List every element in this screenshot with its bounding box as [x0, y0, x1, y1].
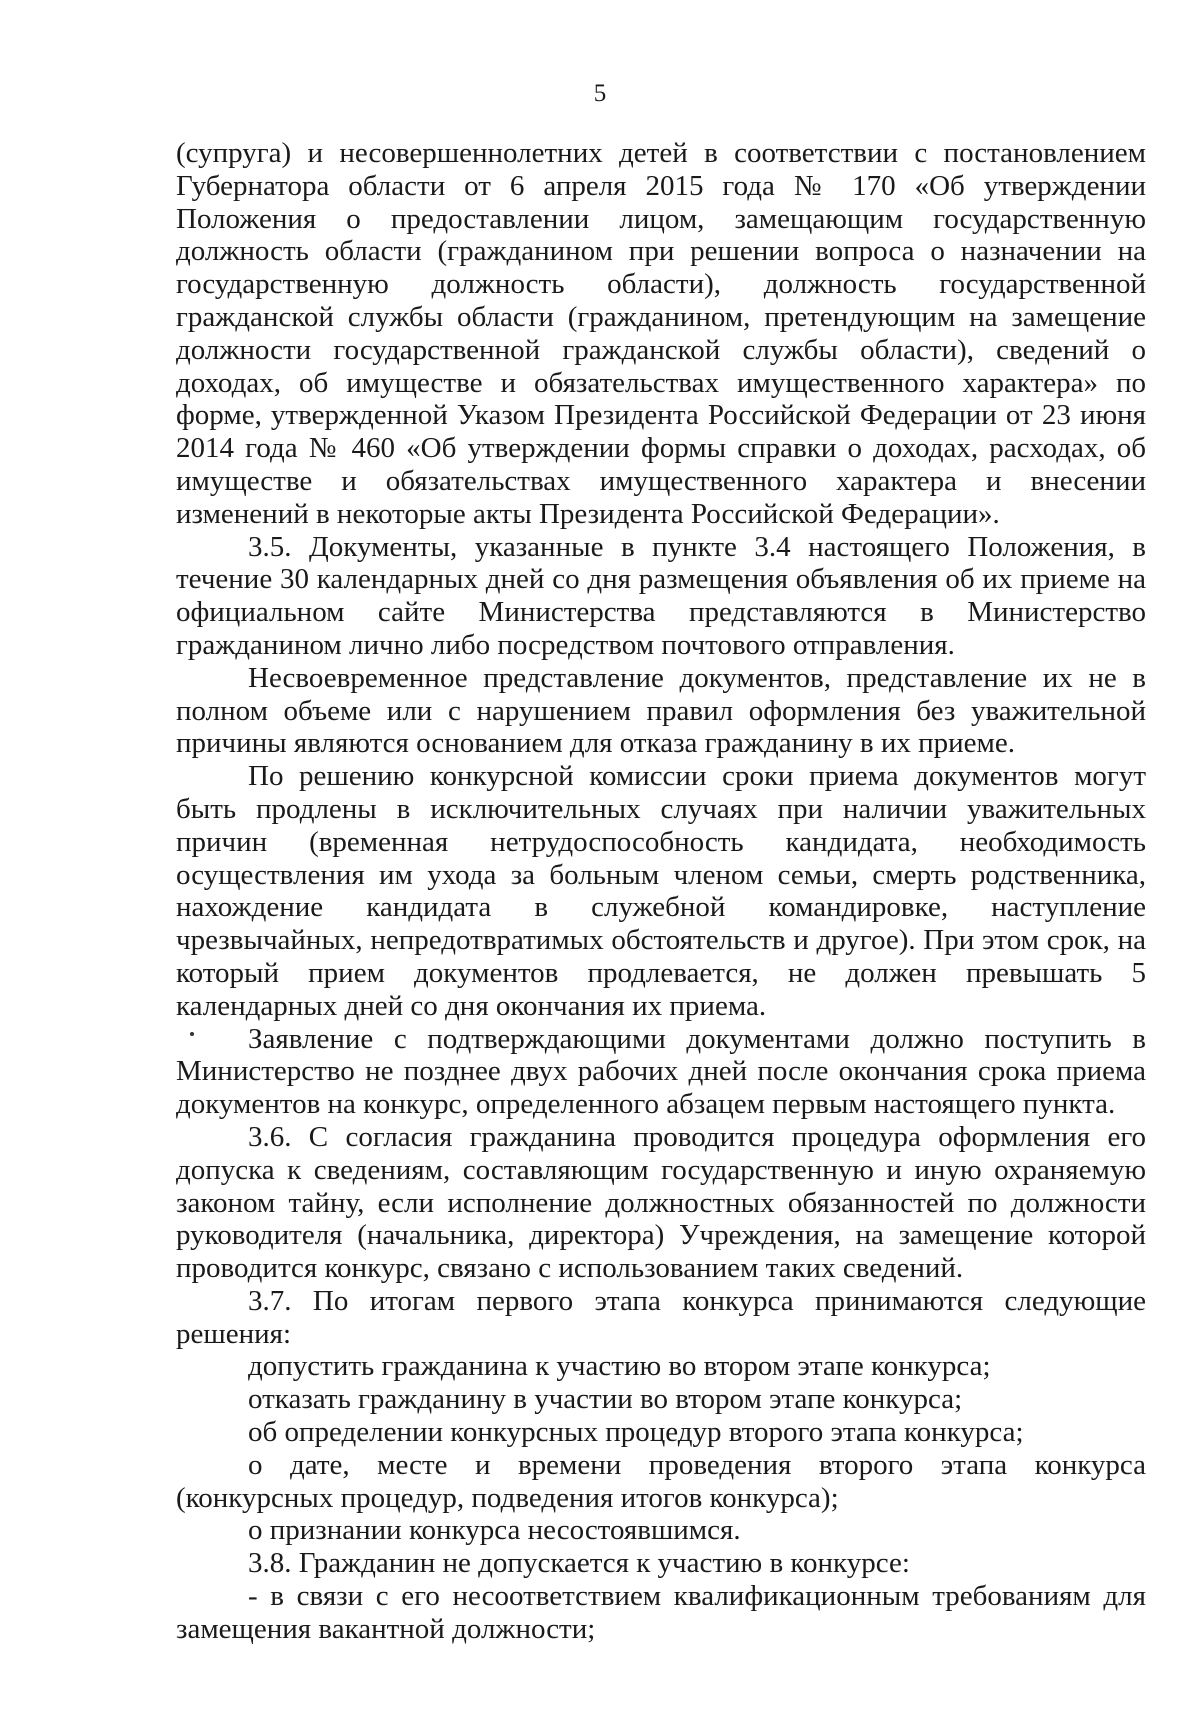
exclusion-item: - в связи с его несоответствием квалификационным требованиям для замещения вакантной должности; — [176, 1580, 1146, 1645]
paragraph-3-8: 3.8. Гражданин не допускается к участию в конкурсе: — [248, 1547, 910, 1580]
paragraph-3-7: 3.7. По итогам первого этапа конкурса принимаются следующие решения: — [176, 1284, 1146, 1350]
decision-item: о признании конкурса несостоявшимся. — [248, 1514, 741, 1547]
document-body — [176, 137, 1146, 1646]
decision-item: о дате, месте и времени проведения второго этапа конкурса (конкурсных процедур, подведения итогов конкурса); — [176, 1448, 1146, 1514]
paragraph-application-delivery: Заявление с подтверждающими документами должно поступить в Министерство не позднее двух рабочих дней после окончания срока приема документов на конкурс, определенного абзацем первым настоящего пункта. — [176, 1022, 1146, 1121]
decision-item: об определении конкурсных процедур второго этапа конкурса; — [248, 1416, 1024, 1449]
paragraph-late-submission: Несвоевременное представление документов, представление их не в полном объеме или с нарушением правил оформления без уважительной причины являются основанием для отказа гражданину в их приеме. — [176, 661, 1146, 760]
paragraph-3-6: 3.6. С согласия гражданина проводится процедура оформления его допуска к сведениям, составляющим государственную и иную охраняемую законом тайну, если исполнение должностных обязанностей по должности руководителя (начальника, директора) Учреждения, на замещение которой проводится конкурс, связано с использованием таких сведений. — [176, 1120, 1146, 1285]
paragraph-continuation: (супруга) и несовершеннолетних детей в соответствии с постановлением Губернатора области от 6 апреля 2015 года № 170 «Об утверждении Положения о предоставлении лицом, замещающим государственную должность области (гражданином при решении вопроса о назначении на государственную должность области), должность государственной гражданской службы области (гражданином, претендующим на замещение должности государственной гражданской службы области), сведений о доходах, об имуществе и обязательствах имущественного характера» по форме, утвержденной Указом Президента Российской Федерации от 23 июня 2014 года № 460 «Об утверждении формы справки о доходах, расходах, об имуществе и обязательствах имущественного характера и внесении изменений в некоторые акты Президента Российской Федерации». — [176, 137, 1146, 530]
paragraph-deadline-extension: По решению конкурсной комиссии сроки приема документов могут быть продлены в исключительных случаях при наличии уважительных причин (временная нетрудоспособность кандидата, необходимость осуществления им ухода за больным членом семьи, смерть родственника, нахождение кандидата в служебной командировке, наступление чрезвычайных, непредотвратимых обстоятельств и другое). При этом срок, на который прием документов продлевается, не должен превышать 5 календарных дней со дня окончания их приема. — [176, 760, 1146, 1022]
page-number: 5 — [593, 80, 607, 107]
decision-item: отказать гражданину в участии во втором этапе конкурса; — [248, 1383, 963, 1416]
paragraph-3-5: 3.5. Документы, указанные в пункте 3.4 настоящего Положения, в течение 30 календарных дней со дня размещения объявления об их приеме на официальном сайте Министерства представляются в Министерство гражданином лично либо посредством почтового отправления. — [176, 530, 1146, 661]
decision-item: допустить гражданина к участию во втором этапе конкурса; — [248, 1350, 991, 1383]
